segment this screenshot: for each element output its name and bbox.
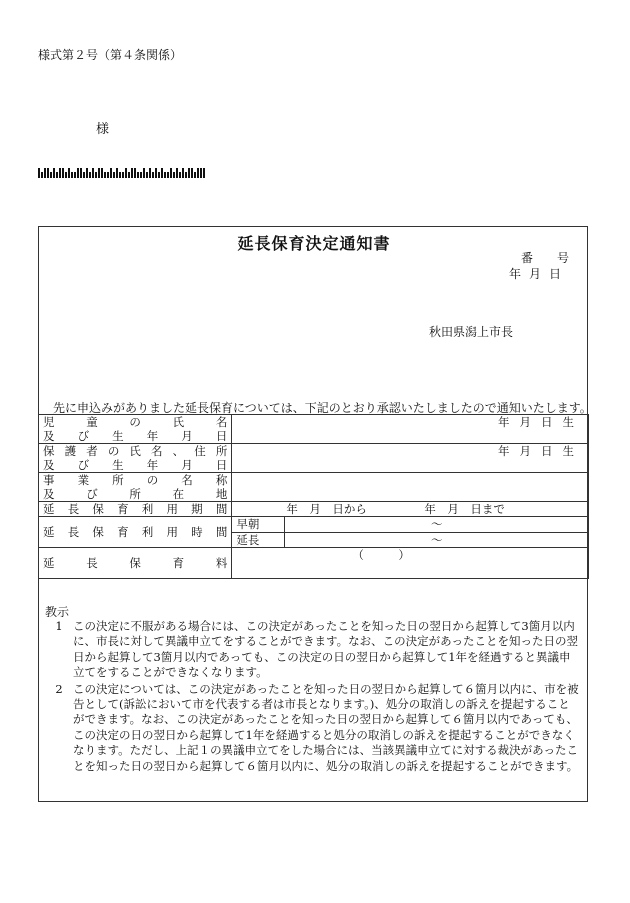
morning-value: ～ (285, 517, 589, 533)
customer-barcode (38, 168, 240, 178)
table-row (39, 473, 589, 502)
morning-label: 早朝 (232, 517, 285, 533)
addressee-suffix: 様 (96, 122, 110, 137)
child-label: 児童の氏名 及び生年月日 (39, 415, 232, 444)
fee-label: 延長保育料 (39, 548, 232, 579)
issuer: 秋田県潟上市長 (428, 325, 513, 339)
document-title: 延長保育決定通知書 (237, 234, 391, 253)
table-row (39, 548, 589, 579)
document-number-label: 番 号 (520, 251, 569, 265)
list-item (45, 619, 581, 681)
info-table (38, 414, 589, 579)
office-label: 事業所の名称 及び所在地 (39, 473, 232, 502)
table-row (39, 415, 589, 444)
note-text: この決定に不服がある場合には、この決定があったことを知った日の翌日から起算して3箇月以内に、市長に対して異議申立てをすることができます。なお、この決定があったことを知った日の翌日から起算して3箇月以内であっても、この決定の日の翌日から起算して1年を経過すると異議申立てをすることができなくなります。 (73, 619, 578, 680)
guardian-birthdate: 年月日生 (232, 444, 589, 473)
table-row (39, 444, 589, 473)
fee-value: （ ） (232, 548, 589, 579)
table-row (39, 502, 589, 517)
guardian-label: 保護者の氏名、住所 及び生年月日 (39, 444, 232, 473)
table-row (39, 517, 589, 533)
note-number: 2 (55, 681, 63, 696)
evening-label: 延長 (232, 532, 285, 548)
notes-heading: 教示 (45, 605, 70, 619)
notes-list (45, 619, 581, 775)
note-text: この決定については、この決定があったことを知った日の翌日から起算して６箇月以内に、市を被告として(訴訟において市を代表する者は市長となります。)、処分の取消しの訴えを提起することができます。なお、この決定があったことを知った日の翌日から起算して６箇月以内であっても、この決定の日の翌日から起算して1年を経過すると処分の取消しの訴えを提起することができなくなります。ただし、上記１の異議申立てをした場合には、当該異議申立てに対する裁決があったことを知った日の翌日から起算して６箇月以内に、処分の取消しの訴えを提起することができます。 (73, 681, 579, 773)
child-birthdate: 年月日生 (232, 415, 589, 444)
office-value (232, 473, 589, 502)
period-label: 延長保育利用期間 (39, 502, 232, 517)
note-number: 1 (55, 619, 63, 633)
period-value: 年 月 日から 年 月 日まで (232, 502, 589, 517)
time-label: 延長保育利用時間 (39, 517, 232, 548)
evening-value: ～ (285, 532, 589, 548)
intro-text: 先に申込みがありました延長保育については、下記のとおり承認いたしましたので通知いたします。 (53, 401, 592, 415)
list-item (45, 682, 581, 774)
document-date-label: 年月日 (508, 267, 569, 281)
form-number: 様式第２号（第４条関係） (38, 48, 183, 62)
notice-frame (38, 226, 592, 802)
